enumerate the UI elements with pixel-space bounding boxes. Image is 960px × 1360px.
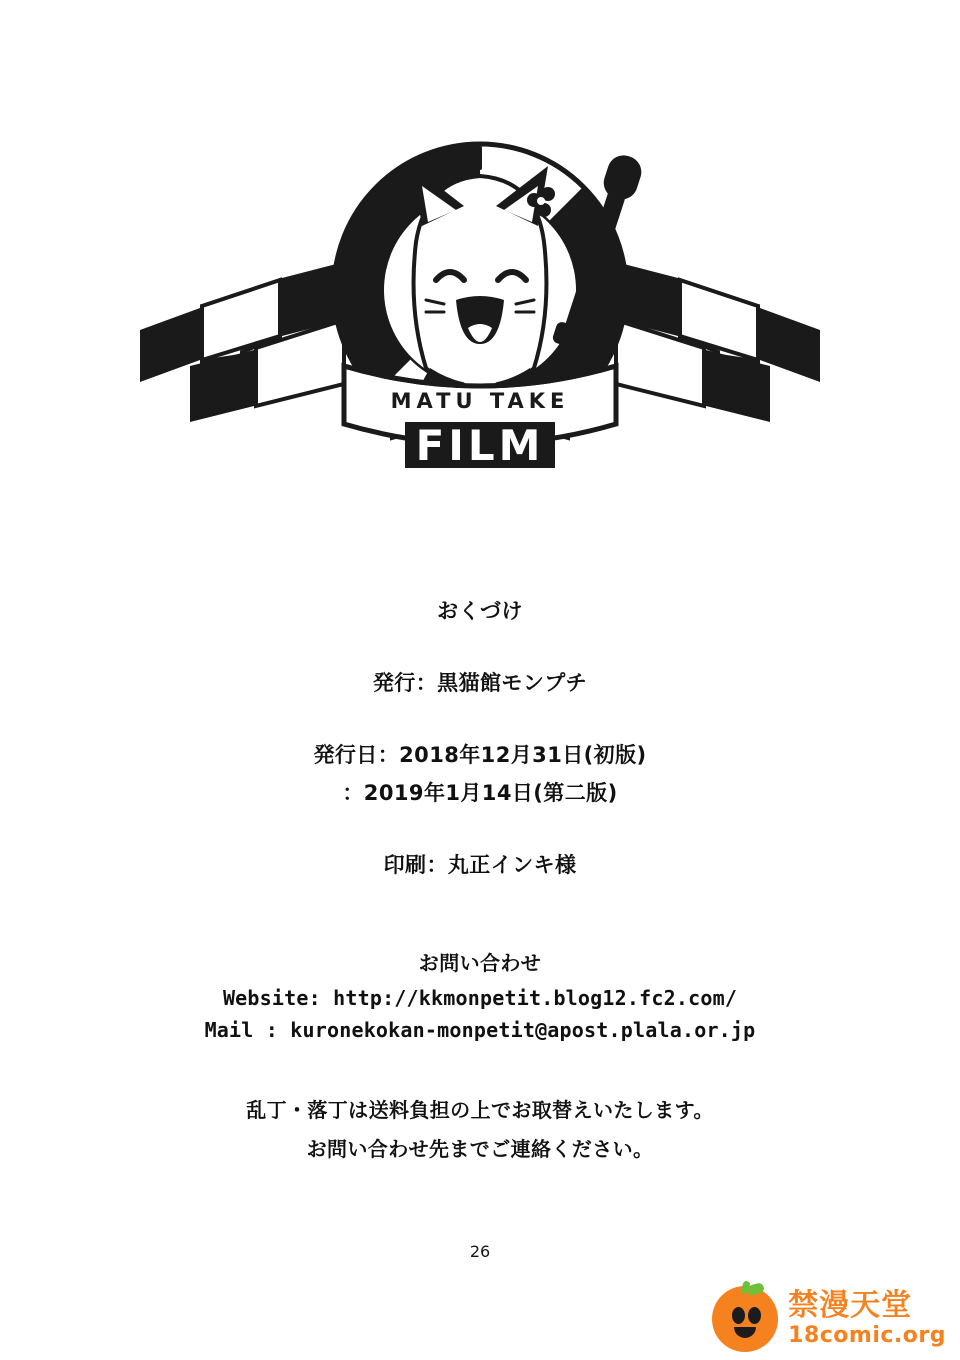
publication-date-second-edition: ：2019年1月14日(第二版) — [342, 781, 618, 805]
colophon-heading: おくづけ — [437, 599, 523, 623]
logo-title-text: FILM — [415, 421, 545, 470]
watermark-title: 禁漫天堂 — [788, 1288, 913, 1323]
watermark-text — [788, 1288, 946, 1348]
mascot-leaf — [747, 1282, 765, 1296]
website-line[interactable]: Website: http://kkmonpetit.blog12.fc2.com/ — [222, 986, 738, 1010]
mascot-eye-right — [748, 1307, 761, 1324]
contact-heading: お問い合わせ — [418, 951, 542, 975]
notice-line-2: お問い合わせ先までご連絡ください。 — [306, 1137, 654, 1161]
watermark-subtitle: 18comic.org — [788, 1323, 946, 1348]
publication-date-first-edition: 発行日：2018年12月31日(初版) — [313, 743, 647, 767]
page-number: 26 — [469, 1242, 491, 1261]
mascot-eye-left — [732, 1307, 745, 1324]
matutake-film-logo — [130, 130, 830, 510]
mail-line[interactable]: Mail : kuronekokan-monpetit@apost.plala.or.jp — [204, 1018, 756, 1042]
mascot-mouth — [734, 1327, 756, 1338]
logo-ribbon-text: MATU TAKE — [390, 389, 570, 413]
publisher-line: 発行：黒猫館モンプチ — [372, 671, 588, 695]
notice-line-1: 乱丁・落丁は送料負担の上でお取替えいたします。 — [246, 1098, 714, 1122]
site-watermark — [712, 1286, 946, 1352]
printer-line: 印刷：丸正インキ様 — [383, 853, 577, 877]
logo-area — [0, 130, 960, 520]
colophon-block — [0, 595, 960, 1162]
mascot-icon — [712, 1286, 778, 1352]
